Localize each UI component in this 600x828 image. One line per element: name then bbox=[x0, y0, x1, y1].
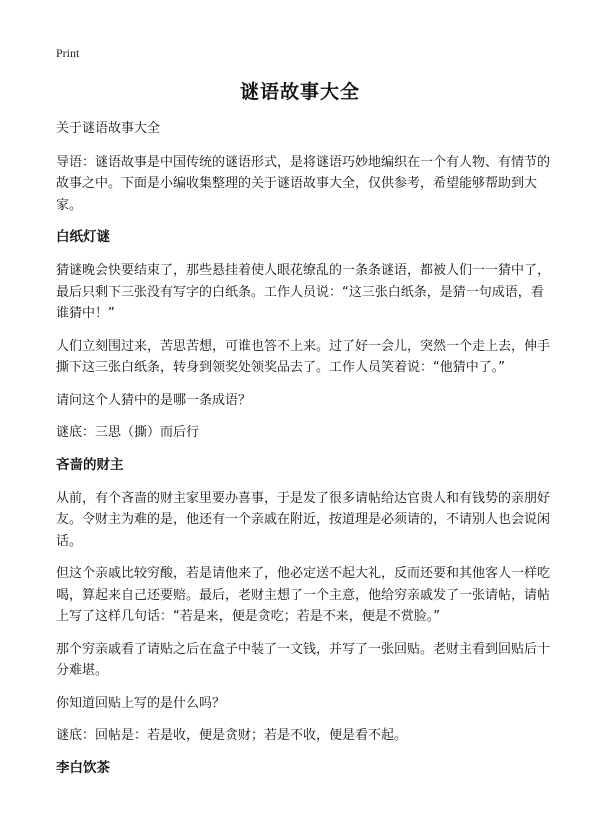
riddle-question: 请问这个人猜中的是哪一条成语？ bbox=[56, 392, 252, 408]
section-heading: 吝啬的财主 bbox=[56, 456, 124, 473]
section-paragraph: 但这个亲戚比较穷酸，若是请他来了，他必定送不起大礼，反而还要和其他客人一样吃喝，算起来自己还要赔。最后，老财主想了一个主意，他给穷亲戚发了一张请帖，请帖上写了这样几句话：“若是来，便是贪吃；若是不来，便是不赏脸。” bbox=[56, 566, 551, 624]
intro-paragraph: 导语：谜语故事是中国传统的谜语形式，是将谜语巧妙地编织在一个有人物、有情节的故事之中。下面是小编收集整理的关于谜语故事大全，仅供参考，希望能够帮助到大家。 bbox=[56, 154, 551, 213]
section-heading: 李白饮茶 bbox=[56, 759, 110, 776]
riddle-question: 你知道回贴上写的是什么吗？ bbox=[56, 695, 226, 711]
section-paragraph: 人们立刻围过来，苦思苦想，可谁也答不上来。过了好一会儿，突然一个走上去，伸手撕下这三张白纸条，转身到领奖处领奖品去了。工作人员笑着说：“他猜中了。” bbox=[56, 338, 551, 375]
section-heading: 白纸灯谜 bbox=[56, 229, 110, 245]
riddle-answer: 谜底：三思（撕）而后行 bbox=[56, 425, 200, 440]
section-paragraph: 猜谜晚会快要结束了，那些悬挂着使人眼花缭乱的一条条谜语，都被人们一一猜中了，最后只剩下三张没有写字的白纸条。工作人员说：“这三张白纸条，是猜一句成语，看谁猜中！” bbox=[56, 263, 551, 321]
print-link[interactable]: Print bbox=[56, 46, 80, 60]
page-title: 谜语故事大全 bbox=[239, 81, 360, 103]
article-subtitle: 关于谜语故事大全 bbox=[56, 121, 161, 136]
section-paragraph: 从前，有个吝啬的财主家里要办喜事，于是发了很多请帖给达官贵人和有钱势的亲朋好友。令财主为难的是，他还有一个亲戚在附近，按道理是必须请的，不请别人也会说闲话。 bbox=[56, 490, 551, 549]
section-paragraph: 那个穷亲戚看了请贴之后在盒子中装了一文钱，并写了一张回贴。老财主看到回贴后十分难堪。 bbox=[56, 641, 551, 678]
article-body bbox=[56, 118, 556, 791]
riddle-answer: 谜底：回帖是：若是收，便是贪财；若是不收，便是看不起。 bbox=[56, 728, 408, 743]
